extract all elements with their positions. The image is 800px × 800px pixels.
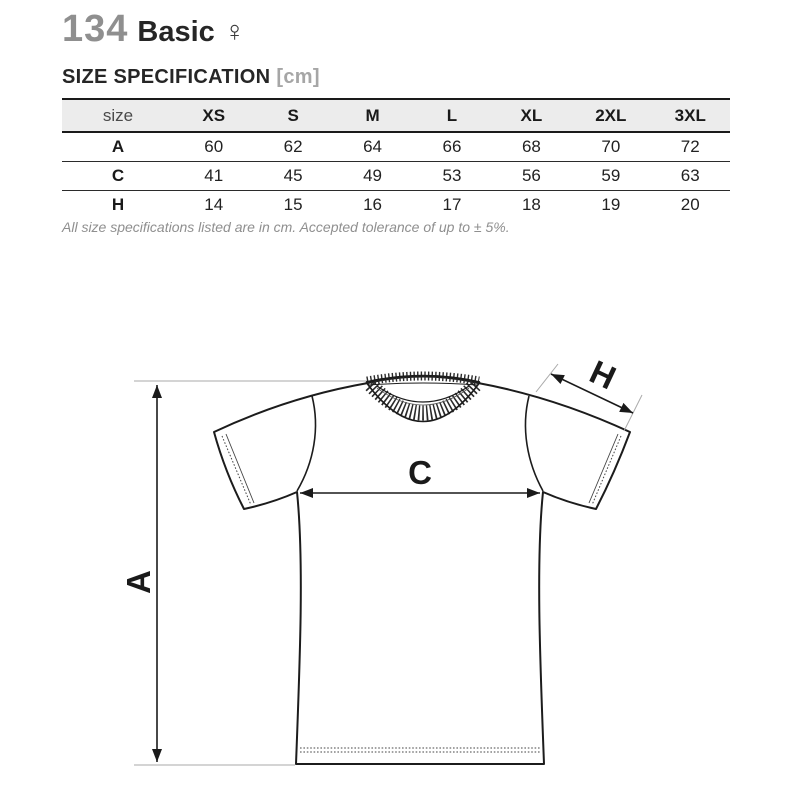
cell-a-xs: 60 (204, 137, 224, 156)
dimension-label-a: A (120, 570, 157, 594)
column-header-l: L (446, 105, 458, 125)
section-unit: [cm] (276, 66, 320, 88)
column-header-xl: XL (520, 105, 543, 125)
table-row-a (62, 132, 730, 162)
tshirt-drawing (0, 340, 800, 800)
table-row-h (62, 191, 730, 220)
cell-h-2xl: 19 (601, 195, 621, 214)
row-label-h: H (111, 195, 125, 214)
cell-h-xs: 14 (204, 195, 224, 214)
cell-c-xs: 41 (204, 166, 224, 185)
cell-a-l: 66 (442, 137, 462, 156)
cell-c-2xl: 59 (601, 166, 621, 185)
product-number: 134 (62, 8, 129, 50)
cell-h-3xl: 20 (680, 195, 700, 214)
cell-h-xl: 18 (521, 195, 541, 214)
column-header-size: size (102, 105, 134, 125)
tolerance-note: All size specifications listed are in cm. Accepted tolerance of up to ± 5%. (62, 219, 510, 235)
cell-c-l: 53 (442, 166, 462, 185)
cell-a-m: 64 (363, 137, 383, 156)
dimension-label-h: H (584, 352, 622, 397)
column-header-m: M (365, 105, 380, 125)
cell-a-2xl: 70 (601, 137, 621, 156)
column-header-3xl: 3XL (674, 105, 706, 125)
row-label-a: A (111, 137, 125, 156)
column-header-xs: XS (202, 105, 226, 125)
female-gender-icon: ♀ (223, 16, 246, 48)
dimension-arrow-a (120, 385, 157, 762)
cell-h-s: 15 (283, 195, 303, 214)
product-title (62, 8, 246, 51)
table-row-c (62, 162, 730, 191)
section-title (62, 66, 320, 89)
table-header-row (62, 99, 730, 132)
tshirt-outline (214, 377, 630, 765)
cell-c-xl: 56 (521, 166, 541, 185)
cell-a-s: 62 (283, 137, 303, 156)
dimension-label-c: C (408, 454, 432, 491)
size-specification-table (62, 98, 730, 219)
column-header-s: S (287, 105, 299, 125)
column-header-2xl: 2XL (595, 105, 627, 125)
cell-c-s: 45 (283, 166, 303, 185)
cell-h-m: 16 (363, 195, 383, 214)
cell-h-l: 17 (442, 195, 462, 214)
cell-a-3xl: 72 (680, 137, 700, 156)
row-label-c: C (111, 166, 125, 185)
cell-c-3xl: 63 (680, 166, 700, 185)
cell-c-m: 49 (363, 166, 383, 185)
cell-a-xl: 68 (521, 137, 541, 156)
section-title-text: SIZE SPECIFICATION (62, 66, 271, 88)
product-name: Basic (137, 16, 215, 48)
